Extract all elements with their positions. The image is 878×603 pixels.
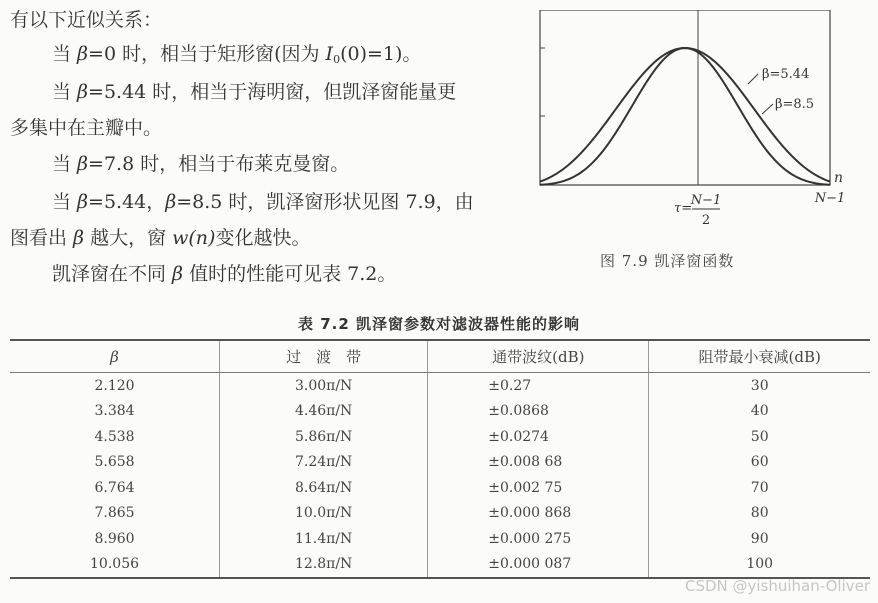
- table-row: [10, 475, 870, 501]
- x-axis-label: n: [834, 170, 844, 186]
- x-end-label: N−1: [814, 191, 846, 206]
- table-row: [10, 526, 870, 552]
- cell-transition: 3.00π/N: [220, 373, 428, 399]
- cell-transition: 8.64π/N: [220, 475, 428, 501]
- para-intro: 有以下近似关系：: [10, 9, 163, 31]
- tau-numerator: N−1: [690, 193, 722, 208]
- table-row: [10, 399, 870, 425]
- para-hamming-cont: 多集中在主瓣中。: [10, 117, 163, 139]
- cell-ripple: ±0.000 275: [428, 526, 649, 552]
- kaiser-window-figure: [530, 10, 860, 240]
- cell-beta: 8.960: [94, 530, 135, 547]
- table-row: [10, 373, 870, 399]
- kaiser-performance-table: [10, 339, 870, 579]
- cell-beta: 6.764: [94, 479, 135, 496]
- para-hamming: 当 β=5.44 时，相当于海明窗，但凯泽窗能量更: [52, 81, 457, 103]
- cell-ripple: ±0.27: [428, 373, 649, 399]
- cell-beta: 7.865: [94, 505, 135, 522]
- curve-label-8-5: β=8.5: [775, 97, 815, 112]
- cell-transition: 5.86π/N: [220, 424, 428, 450]
- header-beta: β: [10, 340, 220, 373]
- cell-ripple: ±0.0868: [428, 399, 649, 425]
- cell-ripple: ±0.0274: [428, 424, 649, 450]
- cell-attenuation: 70: [649, 475, 870, 501]
- table-title: 表 7.2 凯泽窗参数对滤波器性能的影响: [297, 315, 581, 333]
- cell-ripple: ±0.008 68: [428, 450, 649, 476]
- cell-transition: 10.0π/N: [220, 501, 428, 527]
- curve-leader-5-44: [748, 74, 758, 84]
- para-rectangular: 当 β=0 时，相当于矩形窗(因为 $I_0(0)=1$)。: [52, 43, 422, 66]
- cell-transition: 4.46π/N: [220, 399, 428, 425]
- cell-beta: 3.384: [94, 403, 135, 420]
- cell-ripple: ±0.000 087: [428, 552, 649, 579]
- cell-attenuation: 100: [649, 552, 870, 579]
- header-transition-band: 过 渡 带: [220, 340, 428, 373]
- cell-beta: 4.538: [94, 428, 135, 445]
- para-observation: 图看出 β 越大，窗 w(n)变化越快。: [10, 227, 311, 249]
- cell-ripple: ±0.002 75: [428, 475, 649, 501]
- cell-attenuation: 50: [649, 424, 870, 450]
- cell-ripple: ±0.000 868: [428, 501, 649, 527]
- header-passband-ripple: 通带波纹(dB): [428, 340, 649, 373]
- cell-attenuation: 60: [649, 450, 870, 476]
- cell-attenuation: 40: [649, 399, 870, 425]
- cell-attenuation: 80: [649, 501, 870, 527]
- table-header-row: [10, 340, 870, 373]
- para-figure-ref: 当 β=5.44，β=8.5 时，凯泽窗形状见图 7.9，由: [52, 191, 474, 213]
- cell-transition: 12.8π/N: [220, 552, 428, 579]
- cell-beta: 5.658: [94, 454, 135, 471]
- watermark: CSDN @yishuihan-Oliver: [684, 577, 870, 595]
- curve-leader-8-5: [762, 104, 773, 114]
- para-table-ref: 凯泽窗在不同 β 值时的性能可见表 7.2。: [52, 263, 397, 285]
- table-row: [10, 501, 870, 527]
- table-row: [10, 552, 870, 579]
- cell-beta: 2.120: [94, 377, 135, 394]
- tau-label: τ=: [674, 201, 693, 216]
- cell-transition: 7.24π/N: [220, 450, 428, 476]
- table-row: [10, 450, 870, 476]
- cell-attenuation: 30: [649, 373, 870, 399]
- table-row: [10, 424, 870, 450]
- para-blackman: 当 β=7.8 时，相当于布莱克曼窗。: [52, 153, 350, 175]
- cell-transition: 11.4π/N: [220, 526, 428, 552]
- cell-beta: 10.056: [10, 552, 220, 579]
- tau-denominator: 2: [701, 213, 711, 228]
- curve-label-5-44: β=5.44: [762, 67, 810, 82]
- figure-caption: 图 7.9 凯泽窗函数: [600, 252, 735, 270]
- header-stopband-attenuation: 阻带最小衰减(dB): [649, 340, 870, 373]
- cell-attenuation: 90: [649, 526, 870, 552]
